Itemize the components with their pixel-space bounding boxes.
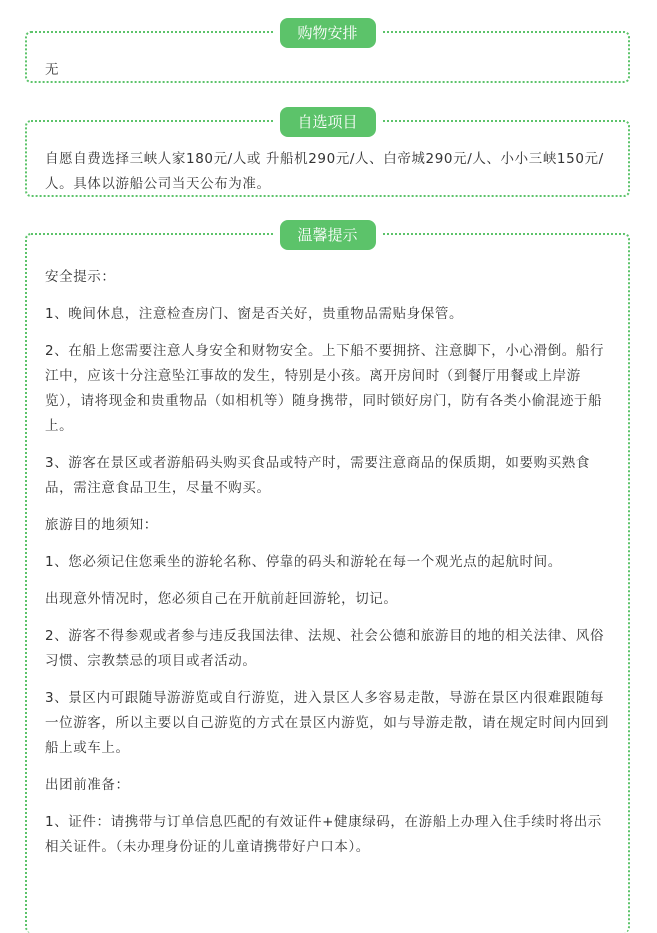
shopping-content: 无 [45, 62, 60, 78]
optional-items-content: 自愿自费选择三峡人家180元/人或 升船机290元/人、白帝城290元/人、小小三峡150元/人。具体以游船公司当天公布为准。 [45, 151, 604, 192]
tips-safety-heading: 安全提示： [45, 269, 116, 285]
tips-paragraph: 2、在船上您需要注意人身安全和财物安全。上下船不要拥挤、注意脚下，小心滑倒。船行江中，应该十分注意坠江事故的发生，特别是小孩。离开房间时（到餐厅用餐或上岸游览），请将现金和贵重物品（如相机等）随身携带，同时锁好房门，防有各类小偷混迹于船上。 [45, 343, 605, 434]
optional-items-section-title: 自选项目 [279, 107, 375, 137]
tips-paragraph: 3、游客在景区或者游船码头购买食品或特产时，需要注意商品的保质期，如要购买熟食品，需注意食品卫生，尽量不购买。 [45, 455, 590, 496]
tips-paragraph: 3、景区内可跟随导游游览或自行游览，进入景区人多容易走散，导游在景区内很难跟随每一位游客，所以主要以自己游览的方式在景区内游览，如与导游走散，请在规定时间内回到船上或车上。 [45, 690, 609, 756]
tips-destination-heading: 旅游目的地须知： [45, 517, 158, 533]
tips-section-title: 温馨提示 [279, 220, 375, 250]
tips-preparation-heading: 出团前准备： [45, 777, 130, 793]
tips-paragraph: 出现意外情况时，您必须自己在开航前赶回游轮，切记。 [45, 591, 398, 607]
tips-section-body [27, 235, 628, 860]
tips-section [25, 226, 630, 933]
tips-paragraph: 1、证件：请携带与订单信息匹配的有效证件+健康绿码，在游船上办理入住手续时将出示相关证件。（未办理身份证的儿童请携带好户口本）。 [45, 814, 602, 855]
tips-paragraph: 2、游客不得参观或者参与违反我国法律、法规、社会公德和旅游目的地的相关法律、风俗习惯、宗教禁忌的项目或者活动。 [45, 628, 605, 669]
tips-paragraph: 1、晚间休息，注意检查房门、窗是否关好，贵重物品需贴身保管。 [45, 306, 464, 322]
optional-items-section [25, 113, 630, 197]
shopping-section-title: 购物安排 [279, 18, 375, 48]
tips-paragraph: 1、您必须记住您乘坐的游轮名称、停靠的码头和游轮在每一个观光点的起航时间。 [45, 554, 562, 570]
shopping-section [25, 24, 630, 83]
